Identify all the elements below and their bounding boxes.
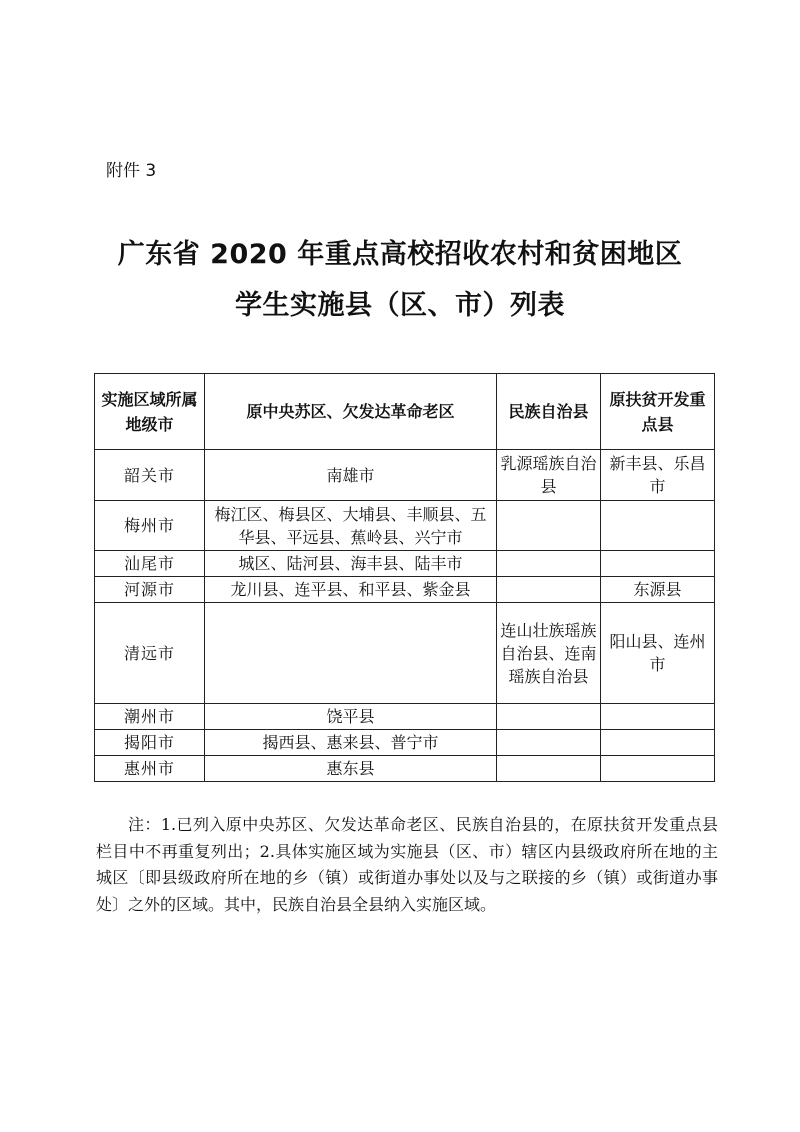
row-city: 揭阳市: [95, 730, 205, 756]
row-ethnic: [497, 501, 601, 551]
header-old-area: 原中央苏区、欠发达革命老区: [205, 374, 497, 450]
row-ethnic: [497, 730, 601, 756]
row-ethnic: [497, 577, 601, 603]
attachment-label: 附件 3: [106, 161, 157, 181]
row-city: 惠州市: [95, 756, 205, 782]
row-old-area: 饶平县: [205, 704, 497, 730]
row-city: 清远市: [95, 603, 205, 704]
row-old-area: 龙川县、连平县、和平县、紫金县: [205, 577, 497, 603]
row-poverty: 阳山县、连州市: [601, 603, 715, 704]
row-old-area: 惠东县: [205, 756, 497, 782]
page-title-line-1: 广东省 2020 年重点高校招收农村和贫困地区: [117, 239, 683, 270]
row-old-area: 梅江区、梅县区、大埔县、丰顺县、五华县、平远县、蕉岭县、兴宁市: [205, 501, 497, 551]
header-city: 实施区域所属地级市: [95, 374, 205, 450]
table-row: [95, 704, 715, 730]
row-ethnic: [497, 704, 601, 730]
row-city: 韶关市: [95, 450, 205, 501]
row-old-area: 揭西县、惠来县、普宁市: [205, 730, 497, 756]
row-ethnic: 乳源瑶族自治县: [497, 450, 601, 501]
row-old-area: 城区、陆河县、海丰县、陆丰市: [205, 551, 497, 577]
footnote: 注：1.已列入原中央苏区、欠发达革命老区、民族自治县的，在原扶贫开发重点县栏目中不再重复列出；2.具体实施区域为实施县（区、市）辖区内县级政府所在地的主城区〔即县级政府所在地的乡（镇）或街道办事处以及与之联接的乡（镇）或街道办事处〕之外的区域。其中，民族自治县全县纳入实施区域。: [96, 815, 718, 914]
header-ethnic: 民族自治县: [497, 374, 601, 450]
row-poverty: [601, 756, 715, 782]
header-poverty: 原扶贫开发重点县: [601, 374, 715, 450]
row-ethnic: [497, 551, 601, 577]
table-row: [95, 577, 715, 603]
row-old-area: 南雄市: [205, 450, 497, 501]
table-row: [95, 551, 715, 577]
row-city: 河源市: [95, 577, 205, 603]
row-poverty: [601, 551, 715, 577]
table-row: [95, 730, 715, 756]
row-poverty: [601, 704, 715, 730]
row-poverty: [601, 730, 715, 756]
row-city: 梅州市: [95, 501, 205, 551]
page-title-line-2: 学生实施县（区、市）列表: [235, 290, 565, 321]
table-header-row: [95, 374, 715, 450]
row-poverty: 东源县: [601, 577, 715, 603]
row-city: 潮州市: [95, 704, 205, 730]
row-city: 汕尾市: [95, 551, 205, 577]
implementation-county-table: [94, 373, 715, 782]
table-row: [95, 603, 715, 704]
table-row: [95, 450, 715, 501]
row-poverty: 新丰县、乐昌市: [601, 450, 715, 501]
row-ethnic: 连山壮族瑶族自治县、连南瑶族自治县: [497, 603, 601, 704]
row-poverty: [601, 501, 715, 551]
table-row: [95, 501, 715, 551]
table-row: [95, 756, 715, 782]
row-ethnic: [497, 756, 601, 782]
row-old-area: [205, 603, 497, 704]
